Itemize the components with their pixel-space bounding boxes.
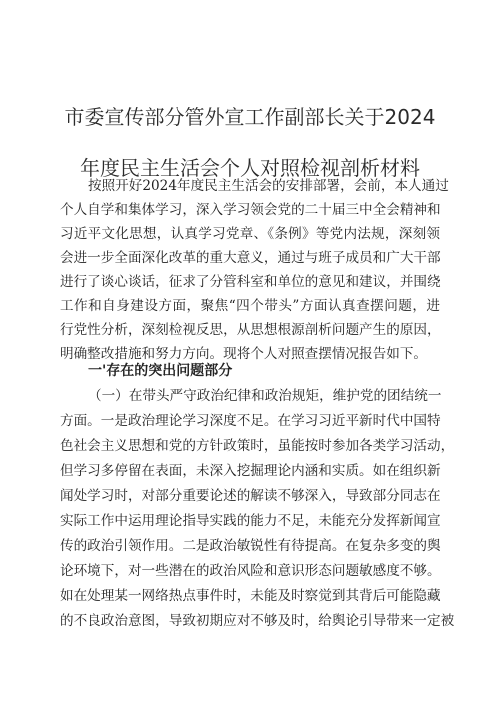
body-line: 论环境下，对一些潜在的政治风险和意识形态问题敏感度不够。 — [60, 563, 441, 579]
intro-line: 个人自学和集体学习，深入学习领会党的二十届三中全会精神和 — [60, 202, 441, 218]
body-line: 方面。一是政治理论学习深度不足。在学习习近平新时代中国特 — [60, 413, 441, 429]
intro-line: 按照开好2024年度民主生活会的安排部署，会前，本人通过 — [88, 178, 449, 194]
section-heading: 一'存在的突出问题部分 — [88, 363, 233, 379]
body-line: 的不良政治意图，导致初期应对不够及时，给舆论引导带来一定被 — [60, 613, 455, 629]
body-line: 如在处理某一网络热点事件时，未能及时察觉到其背后可能隐藏 — [60, 588, 441, 604]
intro-line: 会进一步全面深化改革的重大意义，通过与班子成员和广大干部 — [60, 250, 441, 266]
document-title-line-1: 市委宣传部分管外宣工作副部长关于2024 — [64, 105, 436, 129]
body-line: （一）在带头严守政治纪律和政治规矩，维护党的团结统一 — [88, 388, 442, 404]
body-line: 色社会主义思想和党的方针政策时，虽能按时参加各类学习活动， — [60, 438, 455, 454]
intro-line: 习近平文化思想，认真学习党章、《条例》等党内法规，深刻领 — [60, 226, 440, 242]
intro-line: 进行了谈心谈话，征求了分管科室和单位的意见和建议，并围绕 — [60, 274, 441, 290]
body-line: 但学习多停留在表面，未深入挖掘理论内涵和实质。如在组织新 — [60, 463, 441, 479]
intro-line: 行党性分析，深刻检视反思，从思想根源剖析问题产生的原因， — [60, 322, 441, 338]
intro-line: 工作和自身建设方面，聚焦“四个带头”方面认真查摆问题，进 — [60, 298, 440, 314]
body-line: 传的政治引领作用。二是政治敏锐性有待提高。在复杂多变的舆 — [60, 538, 441, 554]
body-line: 实际工作中运用理论指导实践的能力不足，未能充分发挥新闻宣 — [60, 513, 441, 529]
document-title-line-2: 年度民主生活会个人对照检视剖析材料 — [80, 156, 420, 180]
body-line: 闻处学习时，对部分重要论述的解读不够深入，导致部分同志在 — [60, 488, 441, 504]
intro-line: 明确整改措施和努力方向。现将个人对照查摆情况报告如下。 — [60, 346, 428, 362]
